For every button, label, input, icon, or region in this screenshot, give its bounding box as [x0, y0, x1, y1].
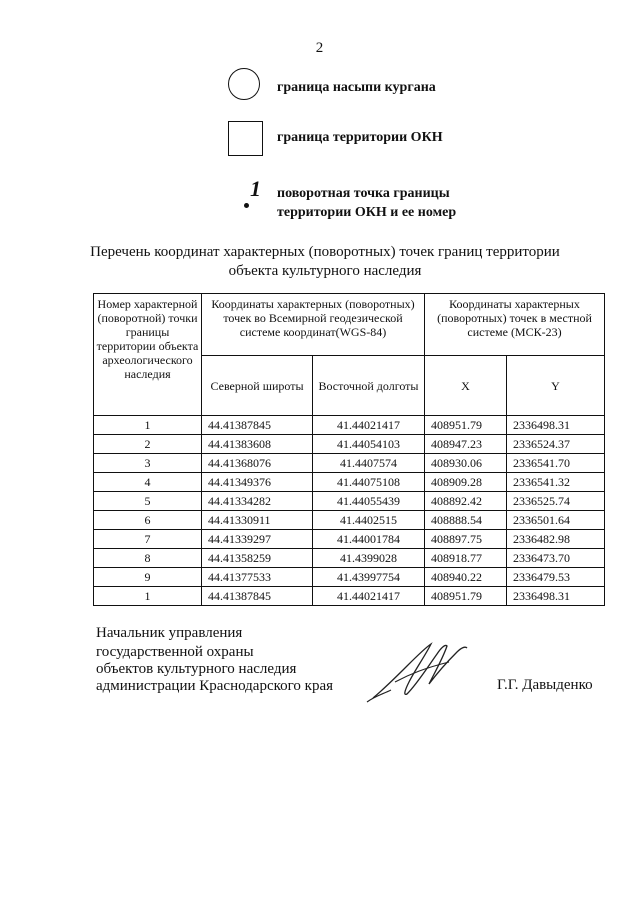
cell-x: 408918.77 [425, 549, 507, 568]
cell-x: 408897.75 [425, 530, 507, 549]
table-caption [90, 243, 560, 281]
signatory-name: Г.Г. Давыденко [497, 677, 593, 693]
cell-longitude: 41.44021417 [313, 416, 425, 435]
page-number: 2 [315, 40, 324, 56]
turning-point-dot-icon [244, 203, 249, 208]
table-row [94, 473, 605, 492]
cell-latitude: 44.41383608 [202, 435, 313, 454]
caption-line1: Перечень координат характерных (поворотных) точек границ территории [90, 244, 560, 260]
cell-point-number: 8 [94, 549, 202, 568]
cell-y: 2336473.70 [507, 549, 605, 568]
cell-latitude: 44.41387845 [202, 416, 313, 435]
table-row [94, 454, 605, 473]
cell-point-number: 1 [94, 416, 202, 435]
cell-y: 2336501.64 [507, 511, 605, 530]
cell-y: 2336525.74 [507, 492, 605, 511]
table-row [94, 549, 605, 568]
cell-x: 408951.79 [425, 416, 507, 435]
header-latitude: Северной широты [202, 356, 313, 416]
cell-x: 408947.23 [425, 435, 507, 454]
cell-latitude: 44.41387845 [202, 587, 313, 606]
cell-latitude: 44.41334282 [202, 492, 313, 511]
cell-point-number: 9 [94, 568, 202, 587]
table-row [94, 530, 605, 549]
table-row [94, 511, 605, 530]
cell-y: 2336541.32 [507, 473, 605, 492]
cell-point-number: 1 [94, 587, 202, 606]
cell-longitude: 41.43997754 [313, 568, 425, 587]
header-point-number: Номер характерной (поворотной) точки границы территории объекта археологического наследия [94, 294, 202, 416]
cell-y: 2336524.37 [507, 435, 605, 454]
cell-point-number: 5 [94, 492, 202, 511]
cell-x: 408940.22 [425, 568, 507, 587]
header-wgs84: Координаты характерных (поворотных) точек во Всемирной геодезической системе координат(WGS-84) [202, 294, 425, 356]
legend-territory-boundary: граница территории ОКН [277, 130, 443, 145]
cell-y: 2336498.31 [507, 587, 605, 606]
cell-latitude: 44.41358259 [202, 549, 313, 568]
header-y: Y [507, 356, 605, 416]
table-row [94, 416, 605, 435]
cell-y: 2336482.98 [507, 530, 605, 549]
cell-y: 2336479.53 [507, 568, 605, 587]
cell-latitude: 44.41377533 [202, 568, 313, 587]
territory-boundary-square-icon [228, 121, 263, 156]
cell-point-number: 7 [94, 530, 202, 549]
header-x: X [425, 356, 507, 416]
cell-latitude: 44.41339297 [202, 530, 313, 549]
legend-mound-boundary: граница насыпи кургана [277, 80, 436, 95]
cell-longitude: 41.44021417 [313, 587, 425, 606]
mound-boundary-circle-icon [228, 68, 260, 100]
legend-turning-point-line1: поворотная точка границы [277, 186, 450, 201]
header-longitude: Восточной долготы [313, 356, 425, 416]
table-row [94, 587, 605, 606]
header-msk23: Координаты характерных (поворотных) точек в местной системе (МСК-23) [425, 294, 605, 356]
coordinates-table-body [94, 416, 605, 606]
signature-title-line1: Начальник управления [96, 625, 243, 641]
cell-longitude: 41.4399028 [313, 549, 425, 568]
cell-longitude: 41.44055439 [313, 492, 425, 511]
cell-y: 2336541.70 [507, 454, 605, 473]
table-row [94, 568, 605, 587]
cell-longitude: 41.44054103 [313, 435, 425, 454]
cell-longitude: 41.4407574 [313, 454, 425, 473]
handwritten-signature-icon [365, 638, 475, 704]
cell-x: 408930.06 [425, 454, 507, 473]
cell-y: 2336498.31 [507, 416, 605, 435]
table-row [94, 435, 605, 454]
signature-title-line3: объектов культурного наследия [96, 661, 297, 677]
cell-point-number: 6 [94, 511, 202, 530]
legend-turning-point [277, 184, 456, 222]
cell-latitude: 44.41330911 [202, 511, 313, 530]
caption-line2: объекта культурного наследия [228, 263, 422, 279]
cell-point-number: 4 [94, 473, 202, 492]
cell-point-number: 2 [94, 435, 202, 454]
cell-longitude: 41.44001784 [313, 530, 425, 549]
cell-latitude: 44.41368076 [202, 454, 313, 473]
signature-title-line4: администрации Краснодарского края [96, 678, 334, 694]
cell-longitude: 41.4402515 [313, 511, 425, 530]
cell-longitude: 41.44075108 [313, 473, 425, 492]
cell-x: 408892.42 [425, 492, 507, 511]
cell-latitude: 44.41349376 [202, 473, 313, 492]
table-row [94, 492, 605, 511]
signature-title-line2: государственной охраны [96, 644, 254, 660]
cell-x: 408909.28 [425, 473, 507, 492]
legend-turning-point-line2: территории ОКН и ее номер [277, 205, 457, 220]
cell-x: 408888.54 [425, 511, 507, 530]
cell-point-number: 3 [94, 454, 202, 473]
coordinates-table [93, 293, 605, 606]
cell-x: 408951.79 [425, 587, 507, 606]
turning-point-number-label: 1 [250, 176, 261, 201]
